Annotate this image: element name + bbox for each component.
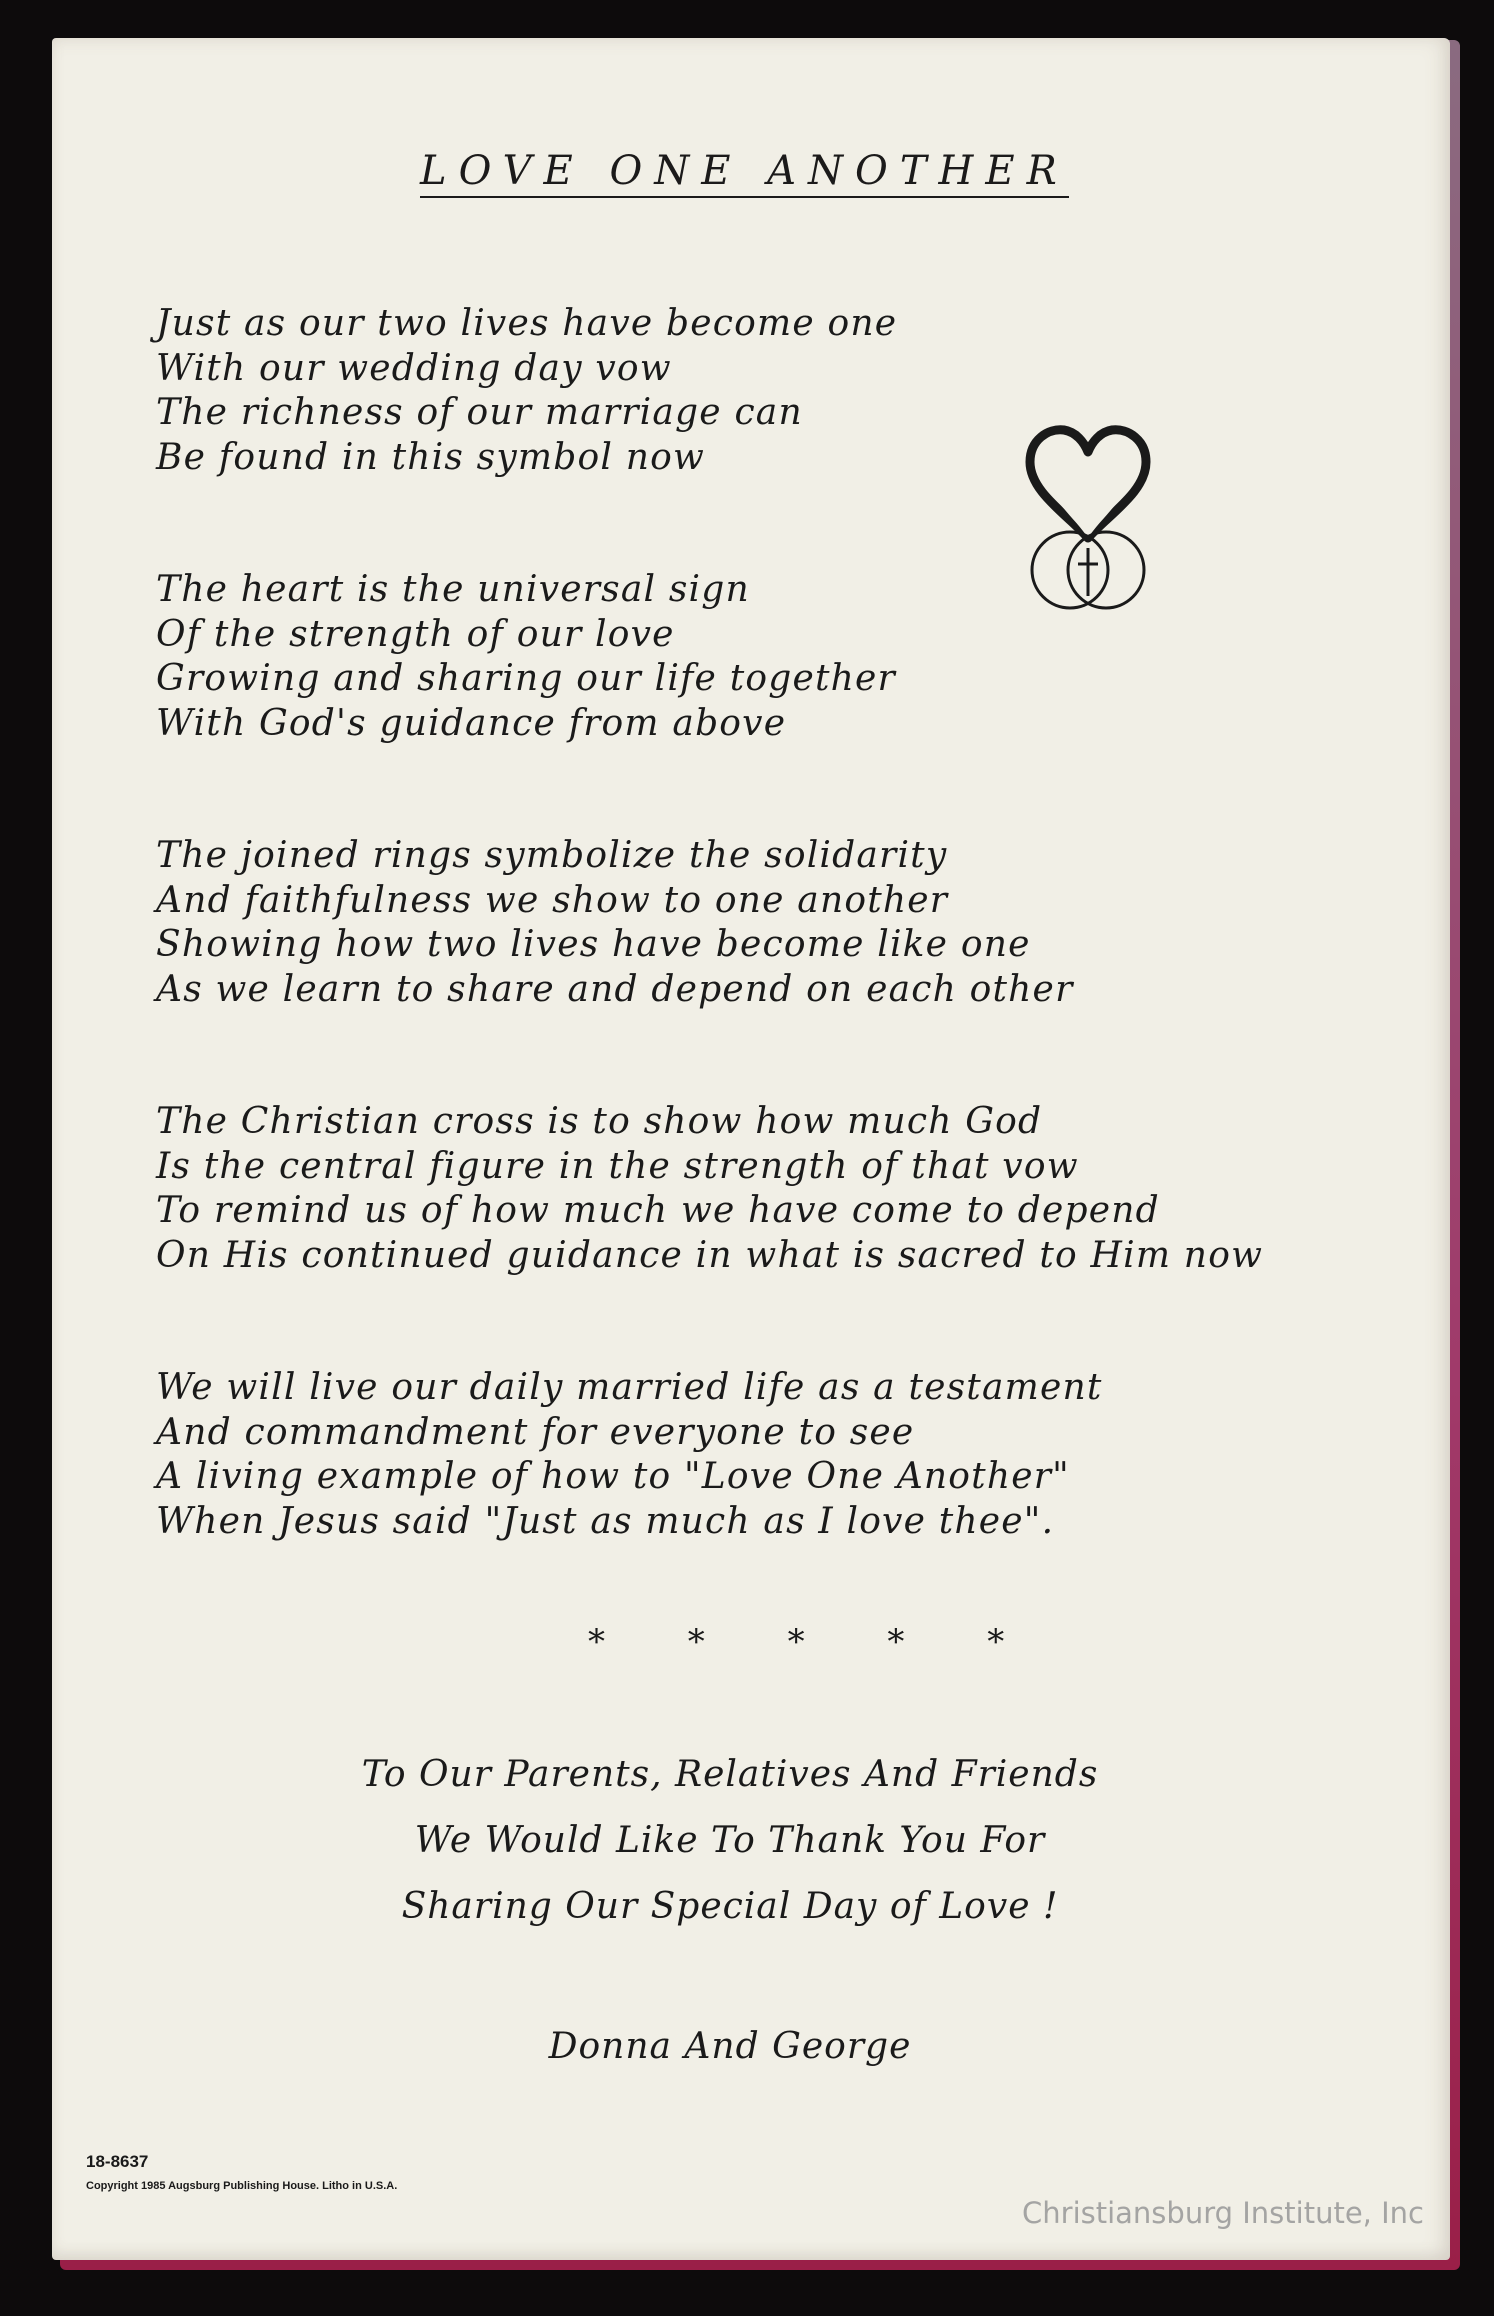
poem-line: With God's guidance from above [156, 702, 787, 744]
stanza-1 [156, 302, 897, 480]
poem-line: As we learn to share and depend on each other [156, 968, 1074, 1010]
poem-line: With our wedding day vow [156, 347, 672, 389]
poem-line: We will live our daily married life as a testament [156, 1367, 1103, 1408]
copyright-notice: Copyright 1985 Augsburg Publishing House. Litho in U.S.A. [86, 2180, 398, 2192]
thank-you-message [240, 1742, 1220, 1940]
poem-line: The heart is the universal sign [156, 569, 750, 610]
poem-line: And commandment for everyone to see [156, 1411, 915, 1453]
poem-line: And faithfulness we show to one another [156, 879, 949, 921]
poem-line: When Jesus said "Just as much as I love thee". [156, 1500, 1055, 1542]
poem-line: A living example of how to "Love One Another" [156, 1456, 1070, 1497]
thanks-line: To Our Parents, Relatives And Friends [361, 1754, 1099, 1795]
stanza-2 [156, 568, 896, 746]
page-title: LOVE ONE ANOTHER [420, 148, 1069, 198]
signature-names: Donna And George [548, 2026, 912, 2067]
stanza-5 [156, 1366, 1103, 1544]
poem-line: On His continued guidance in what is sacred to Him now [156, 1234, 1264, 1276]
poem-line: Growing and sharing our life together [156, 658, 896, 699]
poem-line: Be found in this symbol now [156, 436, 705, 478]
separator-stars: * * * * * [588, 1622, 1041, 1662]
poem-line: Of the strength of our love [156, 613, 675, 655]
poem-line: The Christian cross is to show how much God [156, 1101, 1043, 1142]
poem-line: The richness of our marriage can [156, 392, 803, 433]
print-code: 18-8637 [86, 2152, 149, 2171]
stanza-3 [156, 834, 1073, 1012]
poem-line: Just as our two lives have become one [156, 303, 898, 344]
poem-line: To remind us of how much we have come to depend [156, 1190, 1160, 1231]
poem-line: Is the central figure in the strength of that vow [156, 1145, 1079, 1187]
thanks-line: Sharing Our Special Day of Love ! [401, 1886, 1059, 1927]
signature [240, 2014, 1220, 2080]
poem-line: Showing how two lives have become like one [156, 924, 1031, 965]
heart-rings-cross-icon [1008, 420, 1168, 620]
poem-line: The joined rings symbolize the solidarity [156, 835, 948, 876]
thanks-line: We Would Like To Thank You For [414, 1820, 1046, 1861]
watermark: Christiansburg Institute, Inc [1022, 2196, 1424, 2230]
stanza-4 [156, 1100, 1263, 1278]
